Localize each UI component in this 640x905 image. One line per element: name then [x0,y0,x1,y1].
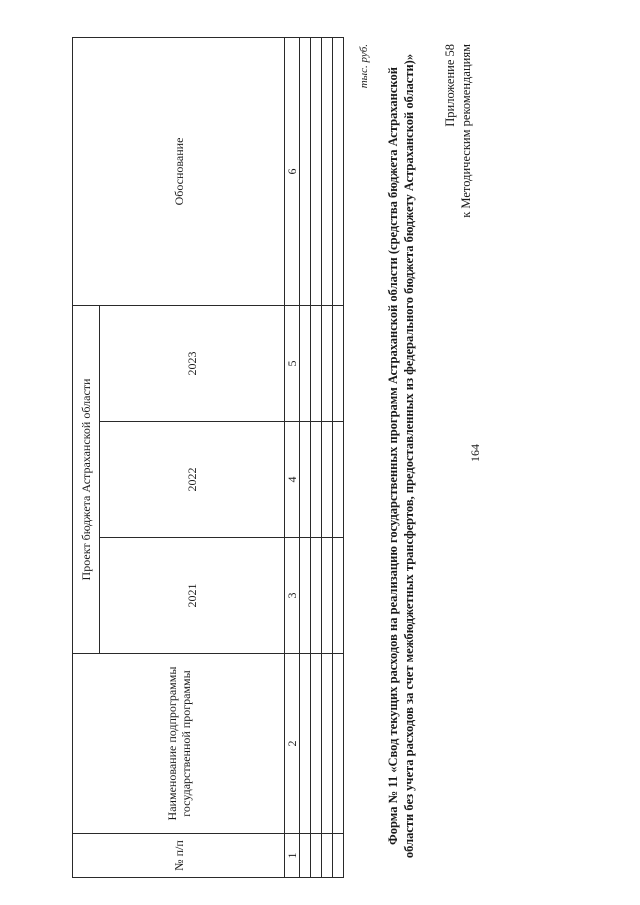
column-number: 2 [285,653,300,833]
table-cell [333,305,344,421]
table-row [333,37,344,877]
expenses-table [72,36,344,877]
table-cell [333,537,344,653]
header-row-1 [73,37,100,877]
appendix-note [442,44,474,218]
table-cell [333,653,344,833]
page-number: 164 [468,443,482,462]
table-cell [300,653,311,833]
units-label: тыс. руб. [358,43,370,88]
column-number: 1 [285,833,300,877]
rotated-sheet [40,8,600,898]
table-cell [333,421,344,537]
table-cell [311,653,322,833]
table-cell [322,421,333,537]
table-row [311,37,322,877]
table-cell [300,833,311,877]
appendix-line-2: к Методическим рекомендациям [459,43,473,218]
table-cell [311,305,322,421]
table-row [322,37,333,877]
table-cell [300,421,311,537]
form-title: Форма № 11 «Свод текущих расходов на реализацию государственных программ Астраханской области (средства бюджета Астраханской области без учета расходов за счет межбюджетных трансфертов, предоставленных из федерального бюджета бюджету Астраханской области)» [386,53,416,858]
table-cell [300,37,311,305]
header-year-2023: 2023 [100,305,285,421]
table-cell [311,37,322,305]
appendix-line-1: Приложение 58 [443,43,457,127]
header-num: № п/п [73,833,285,877]
table-cell [333,833,344,877]
column-number: 4 [285,421,300,537]
header-year-2021: 2021 [100,537,285,653]
column-number: 3 [285,537,300,653]
header-justification: Обоснование [73,37,285,305]
table-cell [322,653,333,833]
header-subprogram-name: Наименование подпрограммы государственной программы [73,653,285,833]
table-row [300,37,311,877]
header-budget-group: Проект бюджета Астраханской области [73,305,100,653]
column-number-row [285,37,300,877]
header-year-2022: 2022 [100,421,285,537]
table-cell [322,37,333,305]
column-number: 5 [285,305,300,421]
table-cell [311,537,322,653]
table-cell [311,833,322,877]
table-cell [322,833,333,877]
table-cell [322,305,333,421]
table-cell [300,537,311,653]
table-cell [322,537,333,653]
table-cell [311,421,322,537]
table-cell [300,305,311,421]
column-number: 6 [285,37,300,305]
table-cell [333,37,344,305]
